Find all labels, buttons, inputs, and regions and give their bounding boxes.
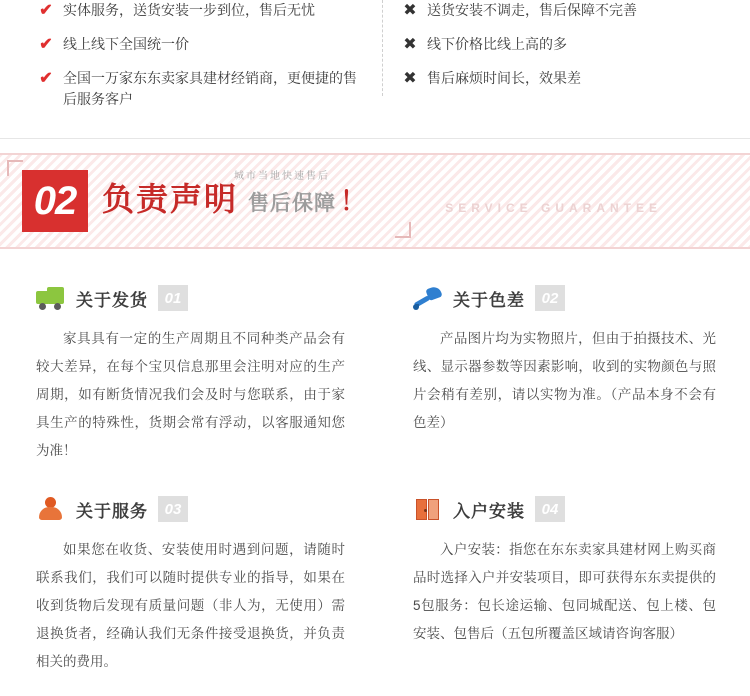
- paintbrush-icon: [413, 285, 443, 311]
- qa-card-body: 家具具有一定的生产周期且不同种类产品会有较大差异，在每个宝贝信息那里会注明对应的生产周期，如有断货情况我们会及时与您联系，由于家具生产的特殊性，货期会常有浮动，以客服通知您为准！: [36, 331, 345, 458]
- qa-card-header: [413, 496, 716, 522]
- cross-icon: ✖: [403, 70, 417, 87]
- cross-icon: ✖: [403, 2, 417, 19]
- banner-tagline: 城市当地快速售后: [234, 170, 330, 182]
- banner-title: 负责声明: [102, 180, 239, 217]
- comparison-section: [0, 0, 750, 138]
- section-divider: [0, 138, 750, 139]
- qa-card-service: [0, 482, 375, 682]
- comparison-divider: [382, 0, 383, 96]
- qa-card-header: [413, 285, 716, 311]
- list-item-label: 售后麻烦时间长，效果差: [427, 70, 581, 86]
- list-item: [36, 0, 366, 21]
- cross-icon: ✖: [403, 36, 417, 53]
- qa-card-body: 产品图片均为实物照片，但由于拍摄技术、光线、显示器参数等因素影响，收到的实物颜色与照片会稍有差别，请以实物为准。（产品本身不会有色差）: [413, 331, 716, 430]
- list-item: [36, 68, 366, 110]
- check-icon: ✔: [39, 36, 53, 53]
- list-item: [36, 34, 366, 55]
- qa-card-title: 关于色差: [453, 290, 525, 310]
- qa-card-shipping: [0, 271, 375, 471]
- qa-card-title: 入户安装: [453, 501, 525, 521]
- qa-card-header: [36, 285, 345, 311]
- door-icon: [413, 496, 443, 522]
- comparison-cons-column: [400, 0, 730, 102]
- list-item: [400, 0, 730, 21]
- list-item: [400, 68, 730, 89]
- section-banner-02: [0, 153, 750, 249]
- qa-card-installation: [375, 482, 750, 682]
- qa-card-body: 入户安装：指您在东东卖家具建材网上购买商品时选择入户并安装项目，即可获得东东卖提供的5包服务：包长途运输、包同城配送、包上楼、包安装、包售后（五包所覆盖区域请咨询客服）: [413, 542, 716, 641]
- list-item-label: 线下价格比线上高的多: [427, 36, 567, 52]
- check-icon: ✔: [39, 2, 53, 19]
- banner-subtitle: 售后保障: [248, 191, 337, 215]
- qa-card-badge: 04: [535, 496, 565, 522]
- qa-card-badge: 03: [158, 496, 188, 522]
- list-item-label: 全国一万家东东卖家具建材经销商，更便捷的售后服务客户: [63, 70, 357, 107]
- banner-english-label: SERVICE GUARANTEE: [445, 201, 662, 215]
- banner-exclaim: ！: [340, 185, 369, 216]
- qa-card-body: 如果您在收货、安装使用时遇到问题，请随时联系我们，我们可以随时提供专业的指导，如果在收到货物后发现有质量问题（非人为，无使用）需退换货者，经确认我们无条件接受退换货，并负责相关的费用。: [36, 542, 345, 669]
- qa-card-header: [36, 496, 345, 522]
- qa-card-title: 关于服务: [76, 501, 148, 521]
- check-icon: ✔: [39, 70, 53, 87]
- list-item-label: 送货安装不调走，售后保障不完善: [427, 2, 637, 18]
- list-item: [400, 34, 730, 55]
- banner-number: 02: [22, 170, 88, 232]
- list-item-label: 实体服务，送货安装一步到位，售后无忧: [63, 2, 315, 18]
- customer-service-icon: [36, 496, 66, 522]
- truck-icon: [36, 285, 66, 311]
- qa-card-title: 关于发货: [76, 290, 148, 310]
- qa-card-badge: 01: [158, 285, 188, 311]
- qa-card-badge: 02: [535, 285, 565, 311]
- service-guarantee-section: [0, 249, 750, 682]
- qa-card-color: [375, 271, 750, 471]
- list-item-label: 线上线下全国统一价: [63, 36, 189, 52]
- comparison-pros-column: [36, 0, 366, 123]
